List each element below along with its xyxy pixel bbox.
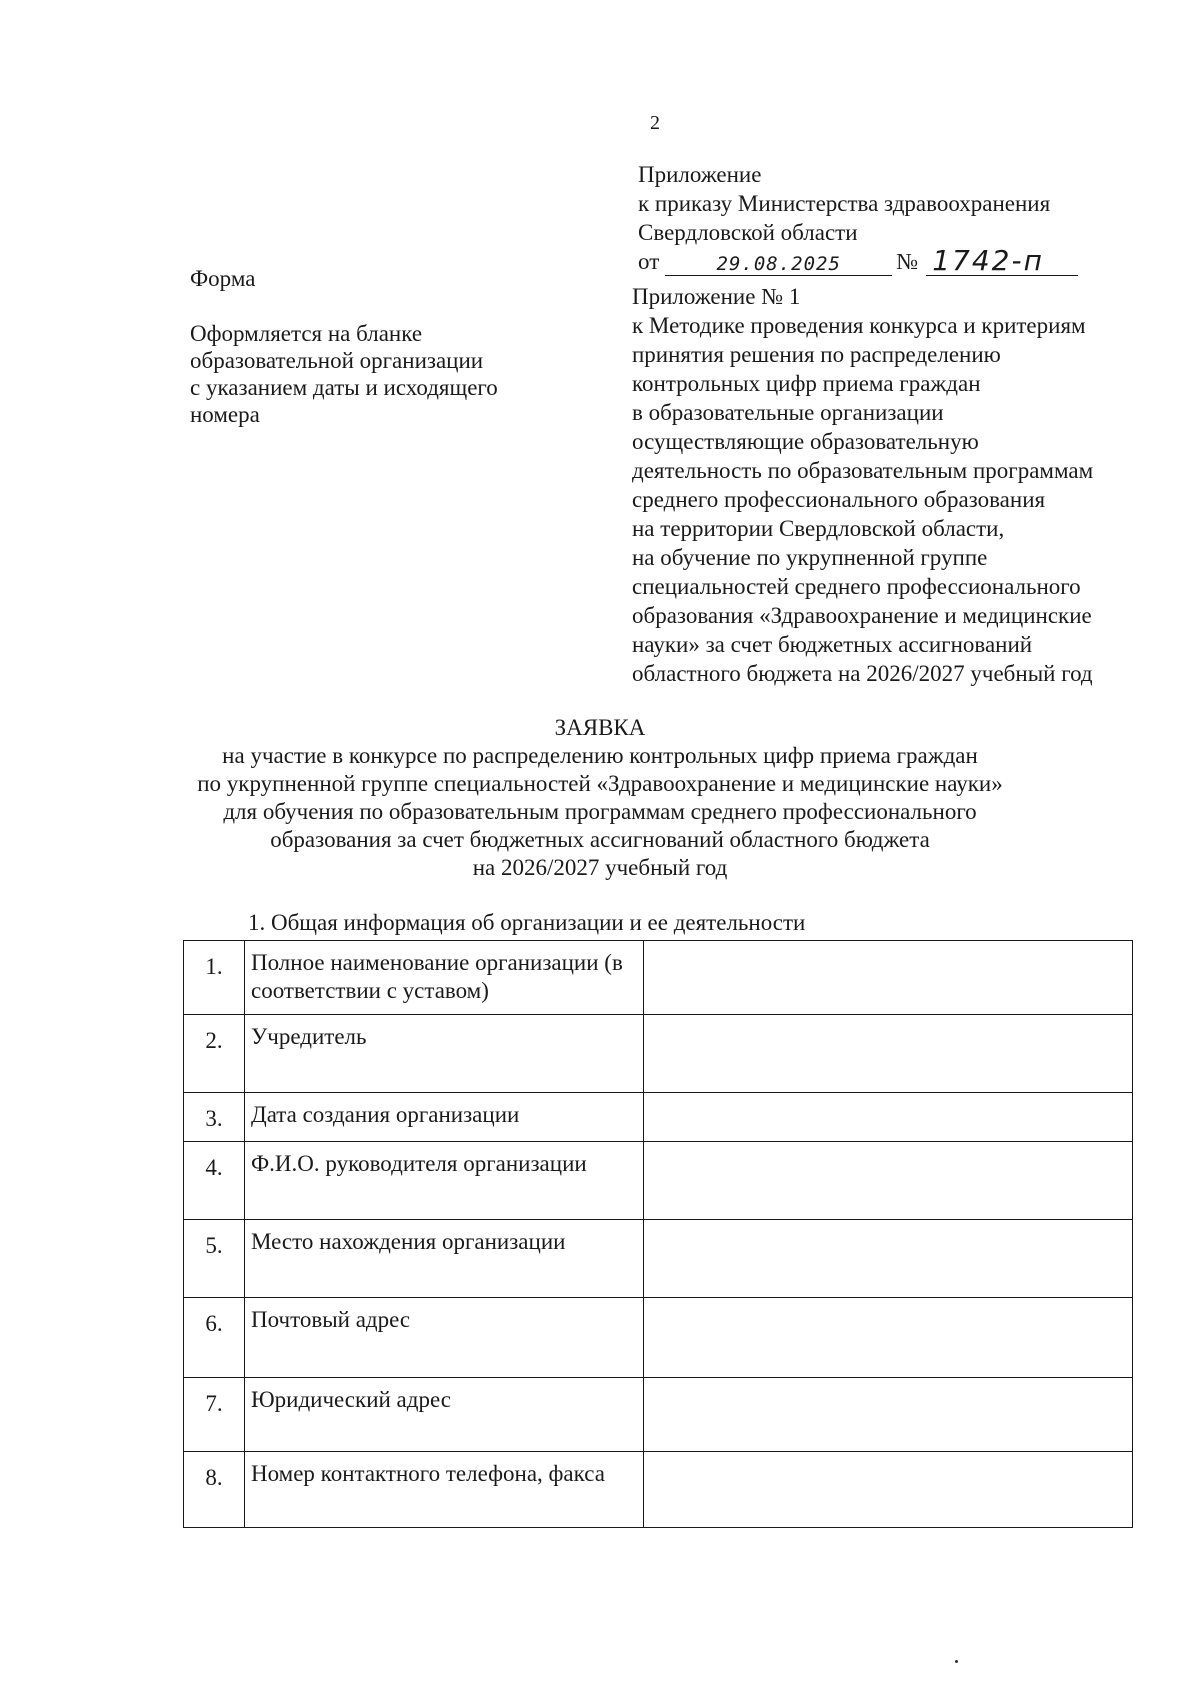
row-value-field[interactable]: [644, 1220, 1133, 1298]
form-label: Форма: [190, 266, 256, 291]
methodology-line: областного бюджета на 2026/2027 учебный год: [632, 661, 1093, 686]
row-number: 2.: [184, 1015, 245, 1093]
row-value-field[interactable]: [644, 941, 1133, 1015]
row-number: 5.: [184, 1220, 245, 1298]
order-date-number-line: [638, 244, 1178, 277]
form-note-line: образовательной организации: [190, 348, 484, 373]
methodology-line: Приложение № 1: [632, 284, 801, 309]
application-title: ЗАЯВКА: [554, 715, 646, 740]
row-label: Ф.И.О. руководителя организации: [245, 1142, 644, 1220]
row-value-field[interactable]: [644, 1378, 1133, 1452]
application-subtitle-line: по укрупненной группе специальностей «Здравоохранение и медицинские науки»: [197, 771, 1003, 796]
row-number: 3.: [184, 1093, 245, 1142]
table-row: [184, 1142, 1133, 1220]
row-number: 1.: [184, 941, 245, 1015]
order-number-field: 1742-п: [926, 247, 1078, 276]
row-value-field[interactable]: [644, 1142, 1133, 1220]
application-subtitle-line: образования за счет бюджетных ассигнований областного бюджета: [270, 827, 930, 852]
row-label: Дата создания организации: [245, 1093, 644, 1142]
appendix-line: к приказу Министерства здравоохранения: [638, 191, 1051, 216]
form-note-line: номера: [190, 402, 260, 427]
page-number: 2: [650, 112, 660, 134]
table-row: [184, 941, 1133, 1015]
form-note-line: Оформляется на бланке: [190, 321, 423, 346]
row-label: Место нахождения организации: [245, 1220, 644, 1298]
methodology-line: образования «Здравоохранение и медицинские: [632, 603, 1092, 628]
order-date-field: 29.08.2025: [665, 253, 892, 276]
application-heading: [0, 714, 1200, 882]
methodology-line: на обучение по укрупненной группе: [632, 545, 988, 570]
table-row: [184, 1015, 1133, 1093]
methodology-line: в образовательные организации: [632, 400, 944, 425]
row-label: Учредитель: [245, 1015, 644, 1093]
appendix-header: [638, 160, 1178, 276]
organization-info-table: [183, 940, 1133, 1528]
table-row: [184, 1093, 1133, 1142]
section-title: 1. Общая информация об организации и ее деятельности: [248, 910, 806, 935]
appendix-line: Приложение: [638, 162, 762, 187]
scan-speck: [955, 1660, 958, 1663]
methodology-line: на территории Свердловской области,: [632, 516, 1005, 541]
methodology-line: к Методике проведения конкурса и критериям: [632, 313, 1086, 338]
row-value-field[interactable]: [644, 1452, 1133, 1528]
row-label: Почтовый адрес: [245, 1298, 644, 1378]
table-row: [184, 1298, 1133, 1378]
row-number: 4.: [184, 1142, 245, 1220]
methodology-line: осуществляющие образовательную: [632, 429, 979, 454]
row-label: Юридический адрес: [245, 1378, 644, 1452]
order-date-prefix: от: [638, 249, 660, 274]
table-row: [184, 1220, 1133, 1298]
order-number-label: №: [896, 249, 919, 274]
row-value-field[interactable]: [644, 1298, 1133, 1378]
methodology-line: науки» за счет бюджетных ассигнований: [632, 632, 1033, 657]
methodology-line: деятельность по образовательным программам: [632, 458, 1094, 483]
row-number: 6.: [184, 1298, 245, 1378]
row-number: 7.: [184, 1378, 245, 1452]
application-subtitle-line: на участие в конкурсе по распределению контрольных цифр приема граждан: [222, 743, 978, 768]
application-subtitle-line: на 2026/2027 учебный год: [472, 855, 728, 880]
methodology-line: принятия решения по распределению: [632, 342, 1001, 367]
table-row: [184, 1378, 1133, 1452]
methodology-reference: [632, 282, 1192, 688]
methodology-line: среднего профессионального образования: [632, 487, 1046, 512]
appendix-line: Свердловской области: [638, 220, 858, 245]
form-note: [190, 320, 590, 428]
application-subtitle-line: для обучения по образовательным программам среднего профессионального: [223, 799, 977, 824]
methodology-line: контрольных цифр приема граждан: [632, 371, 981, 396]
form-note-line: с указанием даты и исходящего: [190, 375, 498, 400]
table-row: [184, 1452, 1133, 1528]
row-value-field[interactable]: [644, 1015, 1133, 1093]
row-label: Полное наименование организации (в соответствии с уставом): [245, 941, 644, 1015]
methodology-line: специальностей среднего профессионального: [632, 574, 1081, 599]
row-label: Номер контактного телефона, факса: [245, 1452, 644, 1528]
row-value-field[interactable]: [644, 1093, 1133, 1142]
row-number: 8.: [184, 1452, 245, 1528]
